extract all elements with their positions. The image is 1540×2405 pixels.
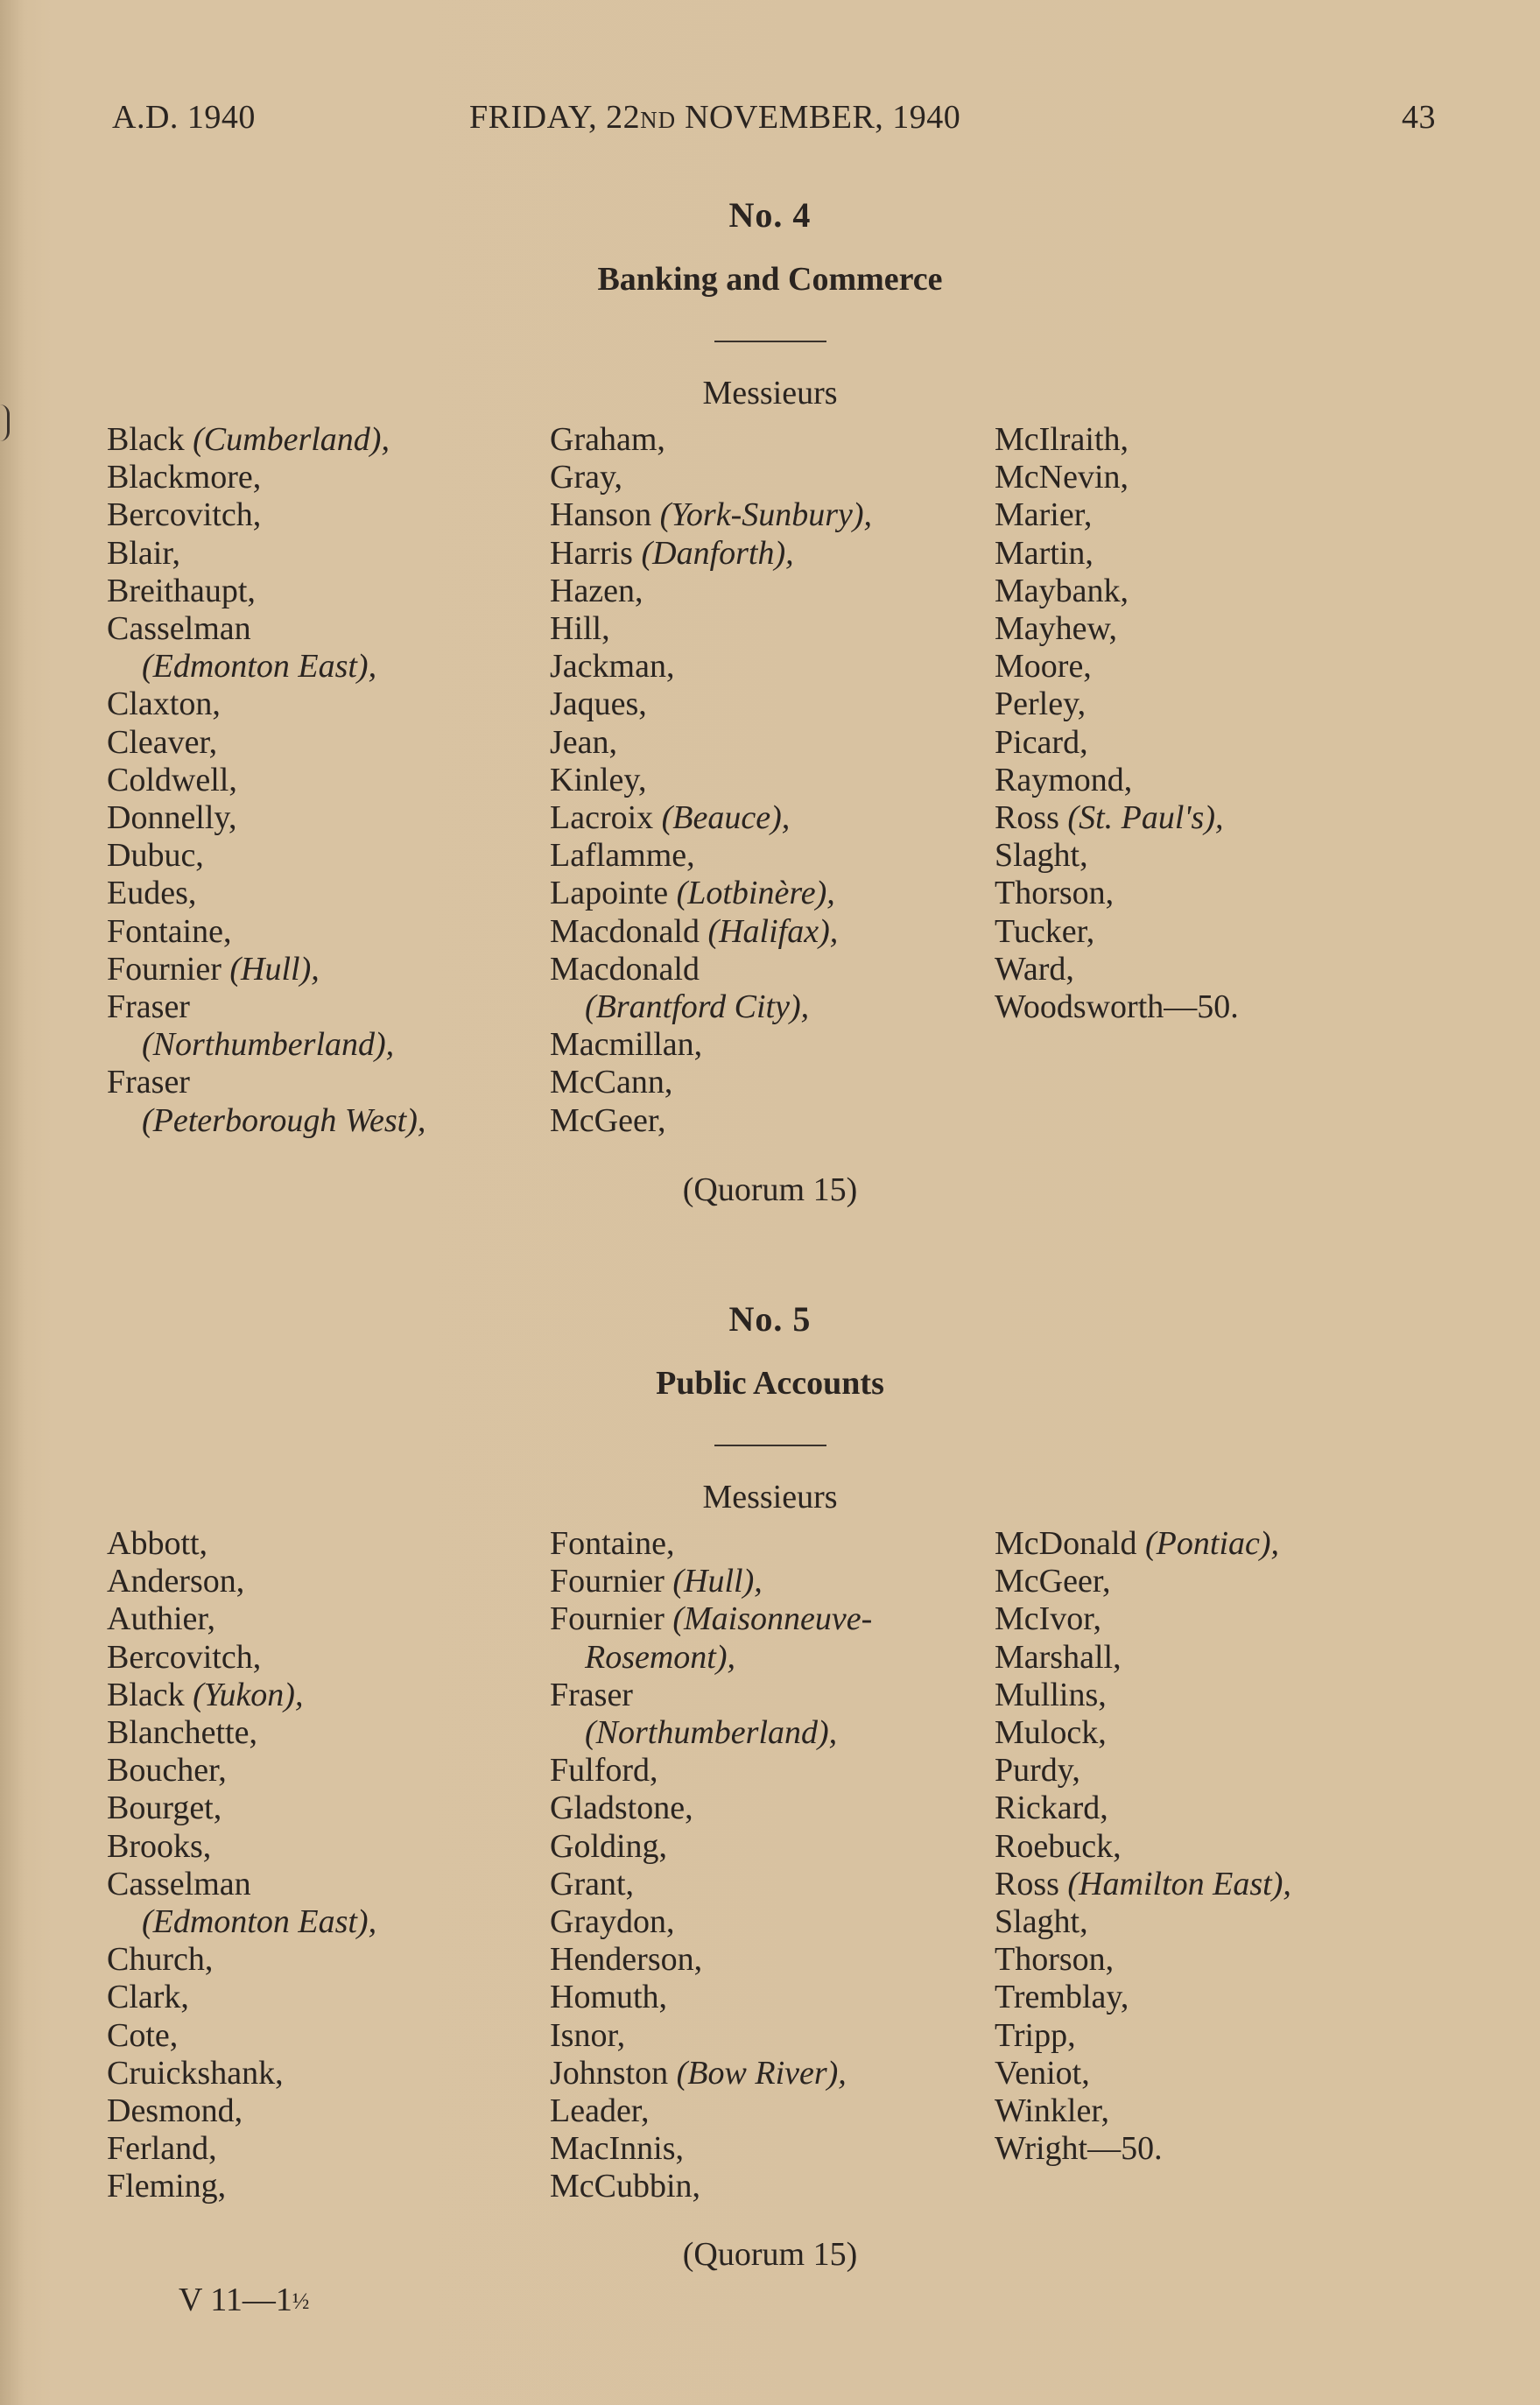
date-ordinal: ND: [640, 107, 677, 133]
member-name: Fournier: [107, 950, 230, 988]
member-punctuation: ,: [1214, 799, 1224, 837]
member-name: Johnston: [550, 2054, 677, 2092]
member-riding: (Maisonneuve-: [672, 1600, 873, 1638]
member-name: Brooks,: [107, 1827, 212, 1865]
member-entry: [995, 1600, 1291, 1638]
member-entry: [550, 2130, 872, 2168]
member-entry: [550, 2017, 872, 2055]
quorum-note: (Quorum 15): [682, 2236, 858, 2273]
member-name: Cruickshank,: [107, 2054, 284, 2092]
member-name: Casselman: [107, 610, 251, 648]
member-name: Breithaupt,: [107, 572, 256, 609]
member-name: Purdy,: [995, 1752, 1080, 1790]
member-name: Tucker,: [995, 912, 1095, 950]
member-entry: [107, 573, 425, 610]
member-entry: [995, 1979, 1291, 2016]
member-name: Claxton,: [107, 686, 221, 723]
member-entry: [107, 799, 425, 837]
member-name: McCubbin,: [550, 2168, 701, 2205]
member-entry: [107, 1752, 376, 1790]
member-punctuation: ,: [829, 912, 839, 950]
member-name: Martin,: [995, 534, 1093, 572]
member-name: Dubuc,: [107, 837, 204, 875]
member-entry: [107, 610, 425, 648]
member-entry: [550, 686, 872, 723]
member-punctuation: ,: [754, 1563, 763, 1600]
member-name: Macmillan,: [550, 1026, 703, 1064]
member-name: Cleaver,: [107, 723, 218, 761]
member-punctuation: ,: [828, 1714, 838, 1752]
member-entry: [550, 2055, 872, 2092]
member-name: Cote,: [107, 2016, 179, 2054]
quorum-note: (Quorum 15): [682, 1171, 858, 1208]
member-punctuation: ,: [800, 988, 810, 1026]
member-entry: [107, 2092, 376, 2130]
member-entry: [550, 1677, 872, 1714]
member-name: McNevin,: [995, 459, 1129, 496]
member-entry: [107, 1639, 376, 1677]
member-entry: [995, 1563, 1291, 1600]
divider-rule: [714, 341, 826, 342]
committee-block-banking: [0, 194, 1540, 1209]
member-entry: [107, 1903, 376, 1941]
member-entry: [550, 1828, 872, 1866]
member-name: Mulock,: [995, 1714, 1107, 1752]
member-punctuation: ,: [368, 648, 377, 686]
member-entry: [550, 496, 872, 534]
member-column-2: [550, 1525, 872, 2206]
member-name: Ross: [995, 1865, 1068, 1902]
member-entry: [107, 686, 425, 723]
member-entry: [550, 1752, 872, 1790]
member-entry: [995, 799, 1239, 837]
member-entry: [107, 1941, 376, 1979]
member-entry: [107, 875, 425, 912]
member-entry: [107, 535, 425, 573]
member-entry: [550, 1600, 872, 1638]
member-entry: [107, 1714, 376, 1752]
committee-number: No. 4: [728, 195, 812, 235]
member-entry: [107, 988, 425, 1026]
member-name: Kinley,: [550, 761, 647, 798]
member-entry: [550, 610, 872, 648]
member-name: Laflamme,: [550, 837, 695, 875]
member-name: McDonald: [995, 1525, 1146, 1562]
member-name: Gray,: [550, 459, 622, 496]
member-name: Graydon,: [550, 1903, 675, 1941]
member-entry: [995, 686, 1239, 723]
member-name: Fraser: [107, 988, 190, 1026]
member-entry: [550, 648, 872, 686]
member-entry: [995, 1639, 1291, 1677]
member-name: Mullins,: [995, 1676, 1107, 1713]
member-riding: (Hull): [229, 950, 312, 988]
member-name: Donnelly,: [107, 799, 237, 837]
member-name: Lacroix: [550, 799, 662, 837]
member-entry: [107, 1600, 376, 1638]
member-riding: (Peterborough West): [142, 1101, 418, 1139]
member-entry: [995, 2017, 1291, 2055]
member-punctuation: ,: [863, 496, 873, 534]
member-name: Perley,: [995, 686, 1086, 723]
member-entry: [107, 837, 425, 875]
member-name: McGeer,: [550, 1101, 666, 1139]
member-column-1: [107, 1525, 376, 2206]
salutation: Messieurs: [702, 375, 838, 411]
member-punctuation: ,: [368, 1903, 377, 1941]
member-name: Black: [107, 1676, 193, 1713]
member-entry: [995, 951, 1239, 988]
member-punctuation: ,: [417, 1101, 426, 1139]
member-entry: [550, 1525, 872, 1563]
member-entry: [995, 724, 1239, 762]
member-name: Thorson,: [995, 875, 1115, 912]
member-punctuation: ,: [826, 875, 835, 912]
member-entry: [995, 913, 1239, 951]
member-name: Hill,: [550, 610, 610, 648]
member-name: Macdonald: [550, 912, 708, 950]
member-name: McGeer,: [995, 1563, 1111, 1600]
member-entry: [550, 2168, 872, 2205]
member-entry: [550, 875, 872, 912]
member-name: Wright—50.: [995, 2130, 1163, 2168]
member-entry: [550, 1102, 872, 1140]
member-entry: [995, 1941, 1291, 1979]
member-entry: [995, 1525, 1291, 1563]
member-name: Blair,: [107, 534, 180, 572]
member-entry: [995, 762, 1239, 799]
page-number: 43: [1402, 99, 1436, 136]
member-entry: [107, 1102, 425, 1140]
member-riding: (Hamilton East): [1067, 1865, 1283, 1902]
member-name: Ferland,: [107, 2130, 217, 2168]
member-entry: [995, 2092, 1291, 2130]
member-name: Raymond,: [995, 761, 1133, 798]
member-name: McIlraith,: [995, 421, 1129, 458]
member-name: Fournier: [550, 1600, 673, 1638]
member-name: Harris: [550, 534, 642, 572]
member-entry: [550, 1941, 872, 1979]
member-punctuation: ,: [838, 2054, 847, 2092]
member-entry: [550, 573, 872, 610]
member-entry: [107, 951, 425, 988]
member-entry: [550, 535, 872, 573]
member-name: Fournier: [550, 1563, 673, 1600]
member-entry: [550, 1026, 872, 1064]
member-name: Bercovitch,: [107, 496, 262, 534]
member-name: Homuth,: [550, 1979, 668, 2016]
member-entry: [550, 724, 872, 762]
member-riding: (Danforth): [641, 534, 786, 572]
member-name: Tripp,: [995, 2016, 1076, 2054]
member-entry: [995, 1828, 1291, 1866]
committee-title: Banking and Commerce: [597, 261, 943, 298]
member-entry: [107, 496, 425, 534]
member-riding: (Hull): [672, 1563, 755, 1600]
member-name: Jaques,: [550, 686, 647, 723]
member-entry: [107, 724, 425, 762]
member-name: Ross: [995, 799, 1068, 837]
member-name: Blanchette,: [107, 1714, 257, 1752]
member-name: Moore,: [995, 648, 1092, 686]
member-entry: [107, 1563, 376, 1600]
member-riding: Rosemont): [585, 1638, 728, 1676]
member-riding: (Northumberland): [585, 1714, 829, 1752]
member-columns: [0, 421, 1540, 1209]
member-entry: [995, 1866, 1291, 1903]
member-entry: [995, 421, 1239, 459]
member-entry: [107, 648, 425, 686]
member-entry: [550, 951, 872, 988]
member-entry: [107, 1828, 376, 1866]
member-name: Marshall,: [995, 1638, 1122, 1676]
member-entry: [550, 1866, 872, 1903]
member-name: Church,: [107, 1941, 214, 1979]
member-entry: [550, 1563, 872, 1600]
member-name: Fontaine,: [107, 912, 232, 950]
member-entry: [107, 2168, 376, 2205]
member-entry: [995, 1677, 1291, 1714]
member-entry: [107, 913, 425, 951]
member-entry: [995, 459, 1239, 496]
member-riding: (Edmonton East): [142, 648, 369, 686]
member-entry: [995, 837, 1239, 875]
member-name: Fraser: [550, 1676, 633, 1713]
member-name: Henderson,: [550, 1941, 703, 1979]
member-entry: [107, 1064, 425, 1101]
committee-title: Public Accounts: [656, 1365, 884, 1402]
committee-block-public-accounts: [0, 1298, 1540, 2313]
member-riding: (Brantford City): [585, 988, 801, 1026]
member-name: McCann,: [550, 1064, 673, 1101]
member-name: Marier,: [995, 496, 1093, 534]
member-entry: [107, 2130, 376, 2168]
member-name: Jean,: [550, 723, 618, 761]
signature-mark: [179, 2281, 309, 2319]
member-name: Jackman,: [550, 648, 675, 686]
member-entry: [107, 1026, 425, 1064]
member-punctuation: ,: [385, 1026, 395, 1064]
member-riding: (Bow River): [676, 2054, 839, 2092]
member-entry: [550, 762, 872, 799]
member-punctuation: ,: [381, 421, 390, 458]
member-punctuation: ,: [1270, 1525, 1280, 1562]
member-riding: (Cumberland): [193, 421, 382, 458]
member-name: Hanson: [550, 496, 660, 534]
member-riding: (York-Sunbury): [659, 496, 864, 534]
member-entry: [550, 1790, 872, 1827]
member-name: Fraser: [107, 1064, 190, 1101]
member-entry: [550, 2092, 872, 2130]
member-entry: [995, 2130, 1291, 2168]
member-name: Mayhew,: [995, 610, 1117, 648]
member-riding: (Pontiac): [1145, 1525, 1271, 1562]
member-entry: [107, 459, 425, 496]
member-riding: (Edmonton East): [142, 1903, 369, 1941]
member-entry: [550, 1064, 872, 1101]
member-name: Black: [107, 421, 193, 458]
member-entry: [995, 988, 1239, 1026]
member-entry: [550, 1903, 872, 1941]
member-riding: (Northumberland): [142, 1026, 386, 1064]
member-entry: [107, 2055, 376, 2092]
member-riding: (Halifax): [707, 912, 830, 950]
member-entry: [995, 610, 1239, 648]
member-entry: [107, 421, 425, 459]
member-entry: [995, 496, 1239, 534]
member-name: Roebuck,: [995, 1827, 1122, 1865]
running-head-year: A.D. 1940: [112, 99, 256, 136]
member-name: Blackmore,: [107, 459, 262, 496]
member-entry: [107, 1677, 376, 1714]
member-punctuation: ,: [1283, 1865, 1291, 1902]
member-name: Gladstone,: [550, 1790, 693, 1827]
member-name: Fontaine,: [550, 1525, 675, 1562]
member-name: Bercovitch,: [107, 1638, 262, 1676]
member-punctuation: ,: [727, 1638, 736, 1676]
member-name: Picard,: [995, 723, 1088, 761]
member-name: Isnor,: [550, 2016, 626, 2054]
member-name: Winkler,: [995, 2092, 1109, 2130]
member-entry: [550, 799, 872, 837]
member-name: Desmond,: [107, 2092, 243, 2130]
member-entry: [550, 837, 872, 875]
member-entry: [995, 1903, 1291, 1941]
member-name: Fulford,: [550, 1752, 658, 1790]
divider-rule: [714, 1445, 826, 1446]
member-name: Graham,: [550, 421, 665, 458]
member-name: Veniot,: [995, 2054, 1090, 2092]
date-day: FRIDAY, 22: [469, 99, 641, 136]
member-name: Tremblay,: [995, 1979, 1129, 2016]
member-entry: [107, 1790, 376, 1827]
member-riding: (Lotbinère): [676, 875, 827, 912]
member-name: Boucher,: [107, 1752, 227, 1790]
member-punctuation: ,: [785, 534, 794, 572]
member-punctuation: ,: [294, 1676, 304, 1713]
member-name: Abbott,: [107, 1525, 208, 1562]
member-name: Clark,: [107, 1979, 189, 2016]
member-name: Grant,: [550, 1865, 635, 1902]
member-name: Golding,: [550, 1827, 668, 1865]
member-name: Anderson,: [107, 1563, 245, 1600]
member-column-2: [550, 421, 872, 1140]
member-entry: [995, 573, 1239, 610]
member-columns: [0, 1525, 1540, 2313]
member-column-3: [995, 421, 1239, 1026]
member-name: Authier,: [107, 1600, 216, 1638]
member-name: Slaght,: [995, 1903, 1088, 1941]
member-punctuation: ,: [781, 799, 791, 837]
member-name: Lapointe: [550, 875, 677, 912]
member-entry: [107, 1866, 376, 1903]
date-month-year: NOVEMBER, 1940: [676, 99, 961, 136]
member-entry: [995, 2055, 1291, 2092]
member-name: Bourget,: [107, 1790, 222, 1827]
member-entry: [550, 459, 872, 496]
member-name: Ward,: [995, 950, 1074, 988]
member-riding: (Beauce): [661, 799, 782, 837]
member-name: MacInnis,: [550, 2130, 685, 2168]
member-name: Macdonald: [550, 950, 700, 988]
signature-fraction: ½: [292, 2289, 310, 2314]
member-name: Hazen,: [550, 572, 643, 609]
member-name: Casselman: [107, 1865, 251, 1902]
member-riding: (Yukon): [193, 1676, 295, 1713]
member-entry: [995, 875, 1239, 912]
running-head-date: [469, 98, 960, 137]
member-entry: [995, 648, 1239, 686]
member-entry: [550, 988, 872, 1026]
member-punctuation: ,: [311, 950, 320, 988]
committee-number: No. 5: [728, 1299, 812, 1339]
salutation: Messieurs: [702, 1479, 838, 1515]
member-column-1: [107, 421, 425, 1140]
member-entry: [995, 1714, 1291, 1752]
member-riding: (St. Paul's): [1067, 799, 1215, 837]
member-entry: [550, 913, 872, 951]
member-name: Slaght,: [995, 837, 1088, 875]
member-entry: [550, 1639, 872, 1677]
member-entry: [550, 1979, 872, 2016]
member-column-3: [995, 1525, 1291, 2168]
member-name: Rickard,: [995, 1790, 1108, 1827]
member-entry: [995, 1752, 1291, 1790]
member-name: Maybank,: [995, 572, 1129, 609]
member-entry: [550, 421, 872, 459]
member-entry: [995, 535, 1239, 573]
member-name: Leader,: [550, 2092, 650, 2130]
member-name: McIvor,: [995, 1600, 1101, 1638]
member-name: Coldwell,: [107, 761, 237, 798]
member-entry: [995, 1790, 1291, 1827]
member-name: Woodsworth—50.: [995, 988, 1239, 1026]
signature-text: V 11—1: [179, 2282, 292, 2318]
member-entry: [107, 1525, 376, 1563]
member-name: Fleming,: [107, 2168, 227, 2205]
member-entry: [107, 1979, 376, 2016]
member-entry: [550, 1714, 872, 1752]
member-entry: [107, 762, 425, 799]
member-name: Thorson,: [995, 1941, 1115, 1979]
member-name: Eudes,: [107, 875, 197, 912]
member-entry: [107, 2017, 376, 2055]
